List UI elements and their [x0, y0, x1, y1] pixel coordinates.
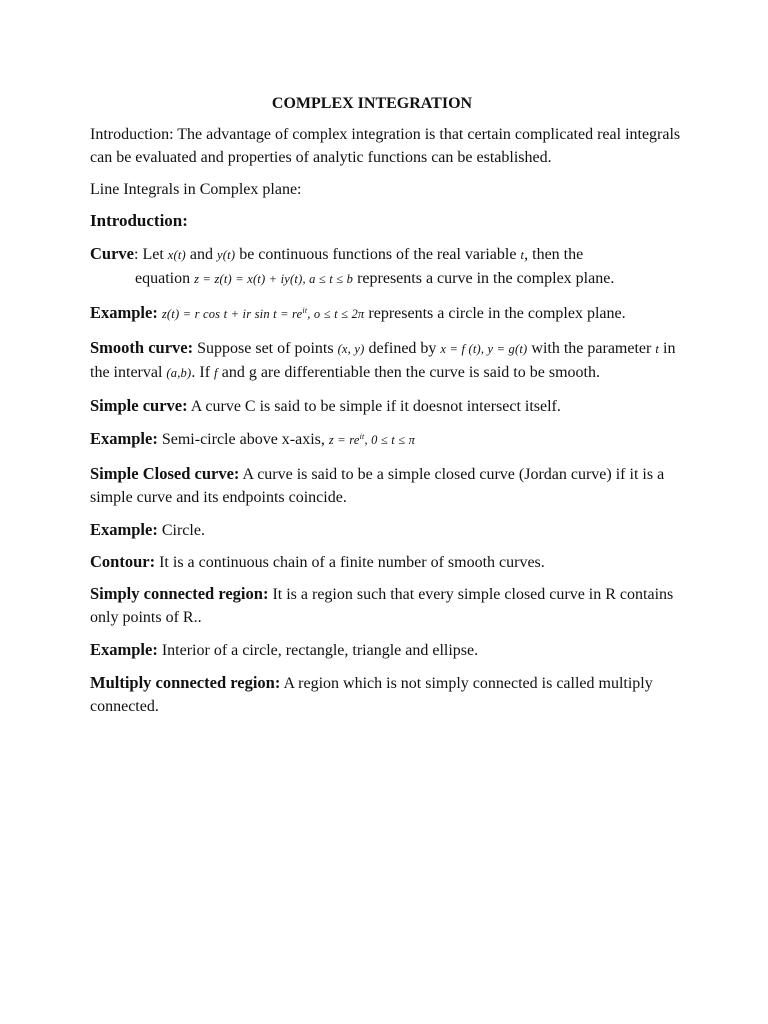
simply-connected-text: It is a region such that every simple closed curve in R contains only points of R.. — [90, 586, 674, 626]
example-1-math-range: , o ≤ t ≤ 2π — [307, 307, 365, 321]
curve-math-xt: x(t) — [167, 248, 186, 262]
contour-text: It is a continuous chain of a finite number of smooth curves. — [155, 554, 545, 571]
curve-math-t: t — [520, 248, 525, 262]
example-3-label: Example: — [90, 520, 158, 539]
multiply-connected-label: Multiply connected region: — [90, 673, 281, 692]
introduction-heading: Introduction: — [90, 211, 188, 230]
example-2-text: Semi-circle above x-axis, — [157, 431, 329, 448]
example-1-label: Example: — [90, 303, 158, 322]
simple-curve-definition — [90, 394, 690, 418]
example-2-math-main: z = re — [328, 433, 360, 447]
curve-text-1: : Let — [134, 246, 168, 263]
curve-math-equation: z = z(t) = x(t) + iy(t), a ≤ t ≤ b — [194, 272, 354, 286]
example-1-math-main: z(t) = r cos t + ir sin t = re — [161, 307, 303, 321]
example-3 — [90, 518, 690, 542]
example-1-text: represents a circle in the complex plane. — [364, 305, 626, 322]
example-4 — [90, 638, 690, 662]
simple-closed-curve-text: A curve is said to be a simple closed curve (Jordan curve) if it is a simple curve and its endpoints coincide. — [90, 466, 665, 506]
curve-text-4: , then the — [524, 246, 584, 263]
smooth-math-interval: (a,b) — [166, 366, 192, 380]
example-2 — [90, 427, 690, 452]
example-4-text: Interior of a circle, rectangle, triangle and ellipse. — [157, 642, 479, 659]
curve-text-2: and — [185, 246, 218, 263]
multiply-connected-text: A region which is not simply connected is called multiply connected. — [90, 675, 653, 715]
curve-definition — [90, 242, 690, 291]
example-1 — [90, 301, 690, 326]
curve-math-yt: y(t) — [217, 248, 236, 262]
line-integrals-paragraph: Line Integrals in Complex plane: — [90, 181, 302, 198]
curve-text-6: represents a curve in the complex plane. — [353, 270, 615, 287]
smooth-math-t: t — [655, 342, 660, 356]
example-1-math — [162, 307, 365, 321]
curve-label: Curve — [90, 244, 134, 263]
smooth-text-2: defined by — [364, 340, 441, 357]
smooth-text-5: . If — [191, 364, 215, 381]
contour-definition — [90, 550, 690, 574]
smooth-curve-label: Smooth curve: — [90, 338, 194, 357]
example-4-label: Example: — [90, 640, 158, 659]
example-2-label: Example: — [90, 429, 158, 448]
simple-curve-text: A curve C is said to be simple if it doesnot intersect itself. — [187, 398, 561, 415]
simply-connected-label: Simply connected region: — [90, 584, 269, 603]
smooth-text-1: Suppose set of points — [193, 340, 338, 357]
example-2-math — [329, 433, 415, 447]
smooth-math-f: f — [214, 366, 218, 380]
smooth-math-param: x = f (t), y = g(t) — [440, 342, 528, 356]
curve-text-5: equation — [135, 270, 195, 287]
example-1-math-sup: it — [302, 306, 308, 315]
curve-text-3: be continuous functions of the real variable — [235, 246, 521, 263]
contour-label: Contour: — [90, 552, 156, 571]
simply-connected-definition — [90, 582, 690, 629]
smooth-curve-definition — [90, 336, 690, 385]
simple-closed-curve-definition — [90, 462, 690, 509]
example-2-math-range: , 0 ≤ t ≤ π — [364, 433, 416, 447]
document-title: COMPLEX INTEGRATION — [271, 95, 473, 112]
example-3-text: Circle. — [157, 522, 205, 539]
smooth-math-xy: (x, y) — [337, 342, 365, 356]
smooth-text-6: and g are differentiable then the curve is said to be smooth. — [217, 364, 600, 381]
smooth-text-4: in the interval — [90, 340, 676, 381]
simple-closed-curve-label: Simple Closed curve: — [90, 464, 240, 483]
smooth-text-3: with the parameter — [527, 340, 656, 357]
example-2-math-sup: it — [359, 432, 365, 441]
intro-paragraph: Introduction: The advantage of complex integration is that certain complicated real integrals can be evaluated and properties of analytic functions can be established. — [90, 126, 681, 166]
simple-curve-label: Simple curve: — [90, 396, 188, 415]
multiply-connected-definition — [90, 671, 690, 718]
document-page — [90, 92, 690, 726]
